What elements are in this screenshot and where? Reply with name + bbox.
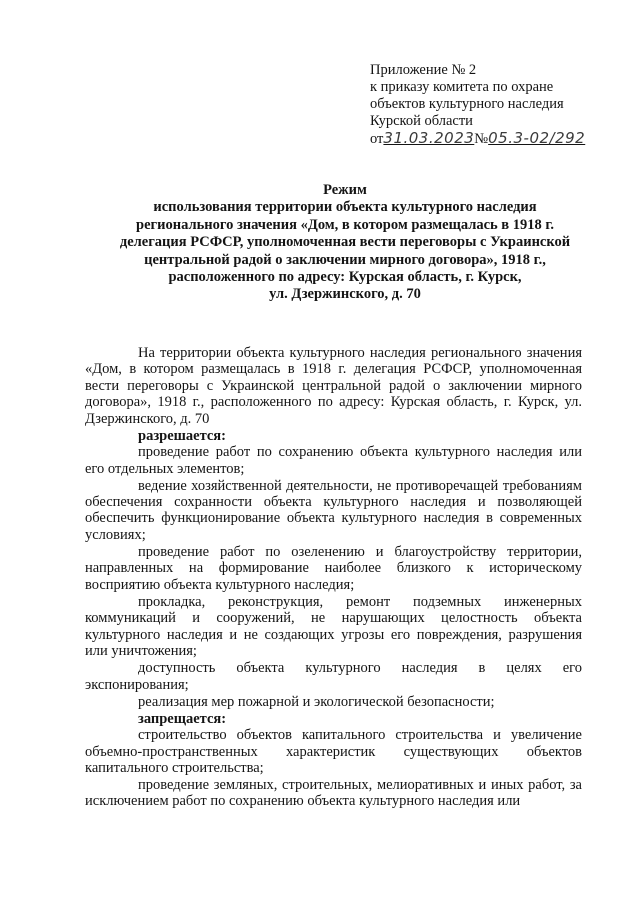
appendix-number: Приложение № 2 bbox=[370, 62, 477, 78]
allowed-heading: разрешается: bbox=[138, 427, 226, 444]
appendix-region: Курской области bbox=[370, 113, 473, 129]
handwritten-date: 31.03.2023 bbox=[383, 129, 475, 147]
appendix-order-ref: к приказу комитета по охране bbox=[370, 79, 554, 95]
document-body bbox=[85, 345, 582, 811]
title-line: регионального значения «Дом, в котором размещалась в 1918 г. bbox=[136, 216, 554, 233]
title-line: расположенного по адресу: Курская область, г. Курск, bbox=[168, 269, 522, 286]
title-line: центральной радой о заключении мирного договора», 1918 г., bbox=[144, 251, 546, 268]
allowed-item: доступность объекта культурного наследия в целях его экспонирования; bbox=[85, 660, 582, 693]
title-line: использования территории объекта культурного наследия bbox=[153, 199, 537, 216]
handwritten-number: 05.3-02/292 bbox=[488, 129, 586, 147]
appendix-date-line bbox=[370, 130, 620, 148]
title-line: Режим bbox=[323, 182, 367, 198]
date-prefix: от bbox=[370, 131, 384, 147]
forbidden-heading: запрещается: bbox=[138, 710, 227, 727]
allowed-item: проведение работ по озеленению и благоустройству территории, направленных на формирование наиболее близкого к историческому восприятию объекта культурного наследия; bbox=[85, 543, 582, 593]
allowed-item: прокладка, реконструкция, ремонт подземных инженерных коммуникаций и сооружений, не нарушающих целостность объекта культурного наследия и не создающих угрозы его повреждения, разрушения или уничтожения; bbox=[85, 593, 582, 660]
forbidden-item: строительство объектов капитального строительства и увеличение объемно-пространственных характеристик существующих объектов капитального строительства; bbox=[85, 727, 582, 776]
allowed-item: проведение работ по сохранению объекта культурного наследия или его отдельных элементов; bbox=[85, 444, 582, 477]
number-sign: № bbox=[474, 131, 489, 147]
appendix-block bbox=[370, 62, 620, 148]
allowed-item: ведение хозяйственной деятельности, не противоречащей требованиям обеспечения сохранности объекта культурного наследия и позволяющей обеспечить функционирование объекта культурного наследия в современных условиях; bbox=[85, 477, 582, 543]
title-line: делегация РСФСР, уполномоченная вести переговоры с Украинской bbox=[119, 234, 571, 251]
appendix-committee: объектов культурного наследия bbox=[370, 96, 564, 112]
allowed-item: реализация мер пожарной и экологической безопасности; bbox=[138, 693, 495, 710]
title-line: ул. Дзержинского, д. 70 bbox=[269, 286, 421, 303]
intro-paragraph: На территории объекта культурного наследия регионального значения «Дом, в котором размещалась в 1918 г. делегация РСФСР, уполномоченная вести переговоры с Украинской центральной радой о заключении мирного договора», 1918 г., расположенного по адресу: Курская область, г. Курск, ул. Дзержинского, д. 70 bbox=[85, 345, 582, 427]
document-title bbox=[80, 182, 610, 304]
forbidden-item: проведение земляных, строительных, мелиоративных и иных работ, за исключением работ по сохранению объекта культурного наследия или bbox=[85, 777, 582, 810]
